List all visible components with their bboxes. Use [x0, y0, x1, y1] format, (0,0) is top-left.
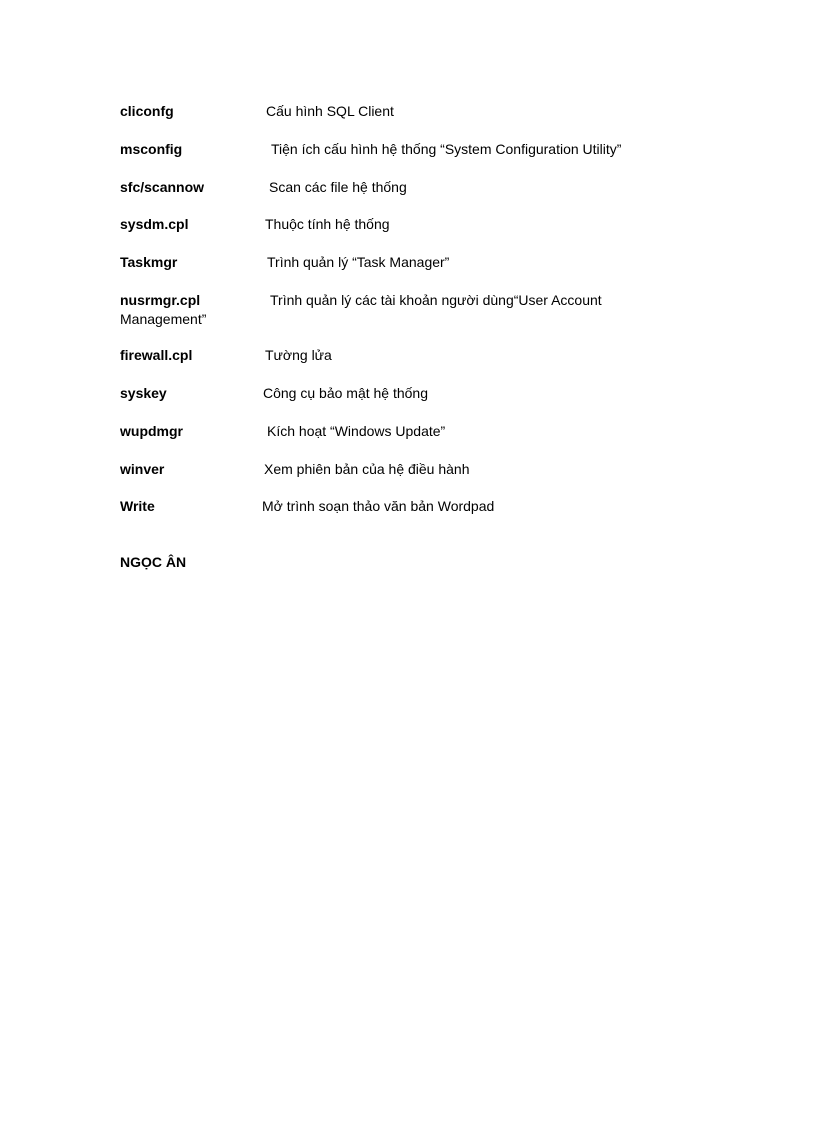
command-name: winver: [120, 461, 165, 477]
command-description: Công cụ bảo mật hệ thống: [263, 385, 429, 401]
command-description: Mở trình soạn thảo văn bản Wordpad: [262, 498, 495, 514]
command-name: nusrmgr.cpl: [120, 292, 201, 308]
command-name: syskey: [120, 385, 167, 401]
command-name: sfc/scannow: [120, 179, 205, 195]
command-name: wupdmgr: [120, 423, 183, 439]
author-signature: NGỌC ÂN: [120, 554, 187, 570]
command-name: msconfig: [120, 141, 183, 157]
command-description: Trình quản lý các tài khoản người dùng“User Account: [270, 292, 602, 308]
command-description: Thuộc tính hệ thống: [265, 216, 390, 232]
command-description: Xem phiên bản của hệ điều hành: [264, 461, 470, 477]
command-name: cliconfg: [120, 103, 174, 119]
command-description: Scan các file hệ thống: [269, 179, 407, 195]
command-name: firewall.cpl: [120, 347, 193, 363]
command-description: Tiện ích cấu hình hệ thống “System Configuration Utility”: [271, 141, 622, 157]
command-description: Trình quản lý “Task Manager”: [267, 254, 450, 270]
command-name: Taskmgr: [120, 254, 178, 270]
command-name: Write: [120, 498, 155, 514]
command-description-continuation: Management”: [120, 311, 207, 327]
command-name: sysdm.cpl: [120, 216, 189, 232]
command-description: Cấu hình SQL Client: [266, 103, 394, 119]
command-description: Kích hoạt “Windows Update”: [267, 423, 446, 439]
command-description: Tường lửa: [265, 347, 332, 363]
